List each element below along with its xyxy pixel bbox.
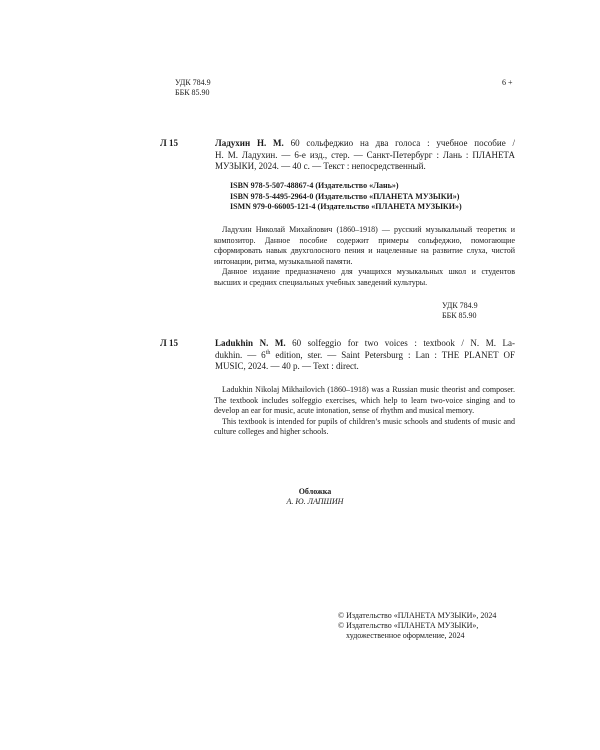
en-abstract [214, 385, 515, 438]
cover-credit [0, 487, 600, 507]
ru-desc-line1: Ладухин Н. М. 60 сольфеджио на два голоса : учебное пособие / [215, 138, 516, 148]
ru-ismn: ISMN 979-0-66005-121-4 (Издательство «ПЛАНЕТА МУЗЫКИ») [230, 202, 462, 211]
copyright-line-2: © Издательство «ПЛАНЕТА МУЗЫКИ», [338, 621, 479, 630]
en-description [215, 338, 515, 373]
en-abstract-1: Ladukhin Nikolaj Mikhailovich (1860–1918) was a Russian music theorist and composer. The textbook includes solfeggio exercises, which help to learn two-voice singing and to develop an ear for music, acute intonation, sense of rhythm and musical memory. [214, 385, 515, 415]
ru-description [215, 138, 515, 173]
ru-code: Л 15 [160, 138, 178, 148]
ru-abstract [214, 225, 515, 288]
copyright-block [338, 611, 496, 641]
en-desc-line2: dukhin. — 6th edition, ster. — Saint Petersburg : Lan : THE PLANET OF [215, 349, 515, 360]
en-author: Ladukhin N. M. [215, 338, 286, 348]
ru-desc-line3: МУЗЫКИ, 2024. — 40 с. — Текст : непосредственный. [215, 161, 426, 171]
copyright-line-3: художественное оформление, 2024 [346, 631, 465, 640]
top-bbk: ББК 85.90 [175, 88, 210, 97]
ru-abstract-2: Данное издание предназначено для учащихся музыкальных школ и студентов высших и средних специальных учебных заведений культуры. [214, 267, 515, 287]
ru-author: Ладухин Н. М. [215, 138, 284, 148]
top-classification [175, 78, 211, 98]
en-code: Л 15 [160, 338, 178, 348]
ru-abstract-1: Ладухин Николай Михайлович (1860–1918) — русский музыкальный теоретик и композитор. Данное пособие содержит примеры сольфеджио, помогающие сформировать навык двухголосного пения и нацеленные на развитие слуха, чистой интонации, ритма, музыкальной памяти. [214, 225, 515, 266]
en-desc-line3: MUSIC, 2024. — 40 p. — Text : direct. [215, 361, 359, 371]
mid-bbk: ББК 85.90 [442, 311, 477, 320]
ru-isbn-block [230, 181, 462, 213]
mid-classification [442, 301, 478, 321]
ru-desc-line2: Н. М. Ладухин. — 6-е изд., стер. — Санкт-Петербург : Лань : ПЛАНЕТА [215, 149, 515, 160]
cover-artist: А. Ю. ЛАПШИН [286, 497, 344, 506]
ru-isbn-2: ISBN 978-5-4495-2964-0 (Издательство «ПЛАНЕТА МУЗЫКИ») [230, 191, 460, 201]
top-udk: УДК 784.9 [175, 78, 211, 87]
en-desc-line1: Ladukhin N. M. 60 solfeggio for two voices : textbook / N. M. La- [215, 338, 515, 348]
mid-udk: УДК 784.9 [442, 301, 478, 310]
cover-label: Обложка [298, 487, 332, 496]
copyright-line-1: © Издательство «ПЛАНЕТА МУЗЫКИ», 2024 [338, 611, 497, 620]
en-abstract-2: This textbook is intended for pupils of children’s music schools and students of music and culture colleges and higher schools. [214, 416, 515, 436]
ru-isbn-1: ISBN 978-5-507-48867-4 (Издательство «Лань») [230, 181, 399, 190]
age-rating: 6 + [502, 78, 513, 87]
